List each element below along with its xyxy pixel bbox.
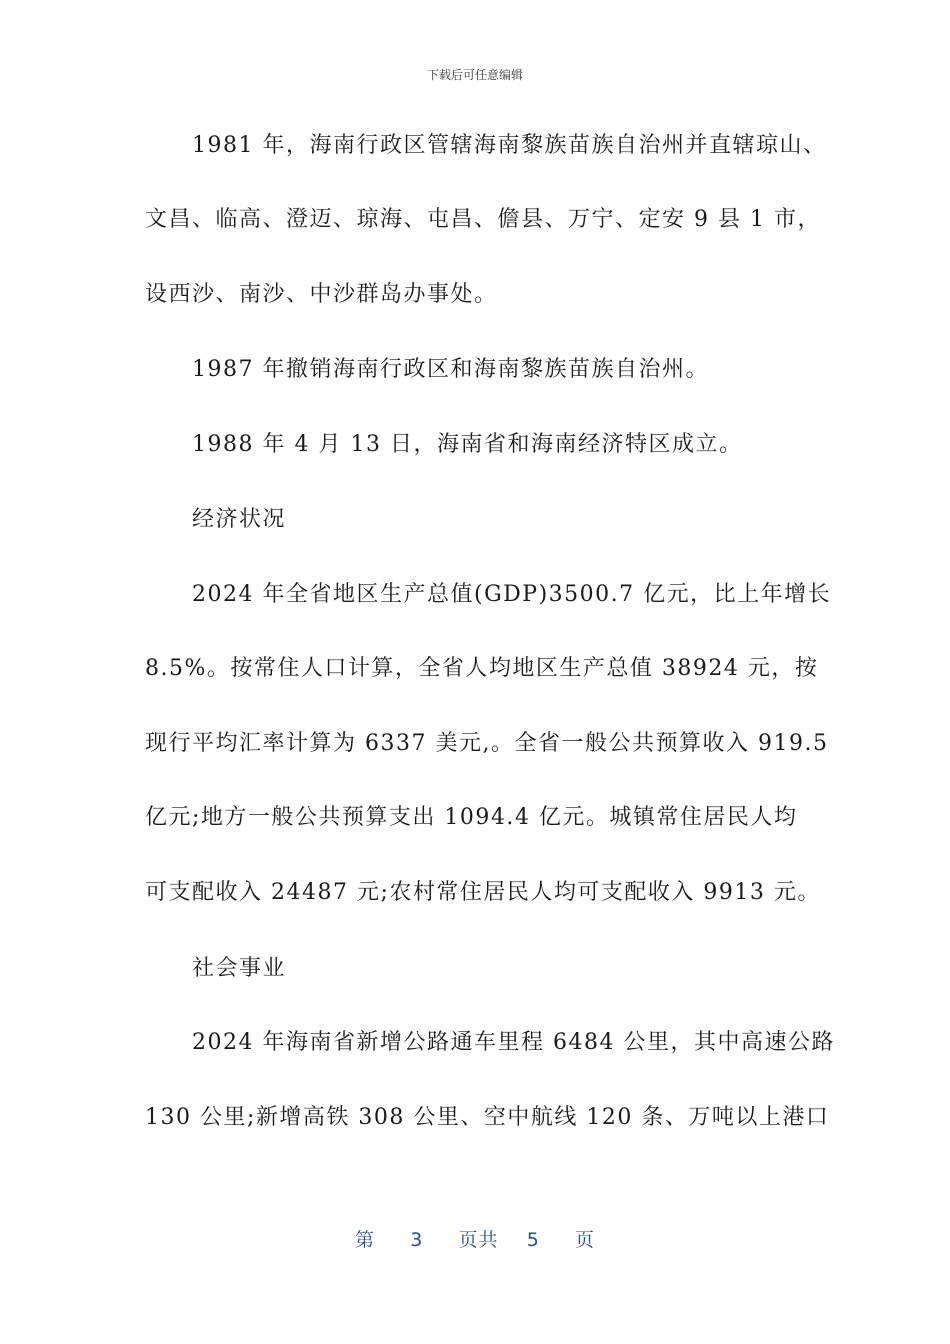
paragraph-line: 1987 年撤销海南行政区和海南黎族苗族自治州。 [192,357,709,382]
paragraph-line: 文昌、临高、澄迈、琼海、屯昌、儋县、万宁、定安 9 县 1 市， [145,207,821,232]
current-page-number: 3 [410,1229,424,1251]
paragraph-line: 130 公里;新增高铁 308 公里、空中航线 120 条、万吨以上港口 [145,1105,830,1130]
paragraph-line: 2024 年海南省新增公路通车里程 6484 公里，其中高速公路 [192,1030,835,1055]
paragraph-line: 8.5%。按常住人口计算，全省人均地区生产总值 38924 元，按 [145,656,819,681]
paragraph-line: 亿元;地方一般公共预算支出 1094.4 亿元。城镇常住居民人均 [145,805,798,830]
paragraph-line: 现行平均汇率计算为 6337 美元,。全省一般公共预算收入 919.5 [145,731,829,756]
paragraph-line: 设西沙、南沙、中沙群岛办事处。 [145,282,498,307]
section-heading: 经济状况 [192,507,287,532]
page-number-footer [0,1225,950,1252]
paragraph-line: 1981 年，海南行政区管辖海南黎族苗族自治州并直辖琼山、 [192,133,827,158]
page-header-note: 下载后可任意编辑 [426,68,523,82]
page-label-suffix: 页 [575,1229,596,1251]
section-heading: 社会事业 [192,956,287,981]
paragraph-line: 1988 年 4 月 13 日，海南省和海南经济特区成立。 [192,432,743,457]
page-label-prefix: 第 [354,1229,375,1251]
paragraph-line: 可支配收入 24487 元;农村常住居民人均可支配收入 9913 元。 [145,880,821,905]
page-label-mid: 页共 [458,1229,499,1251]
total-pages-number: 5 [526,1229,540,1251]
paragraph-line: 2024 年全省地区生产总值(GDP)3500.7 亿元，比上年增长 [192,582,832,607]
